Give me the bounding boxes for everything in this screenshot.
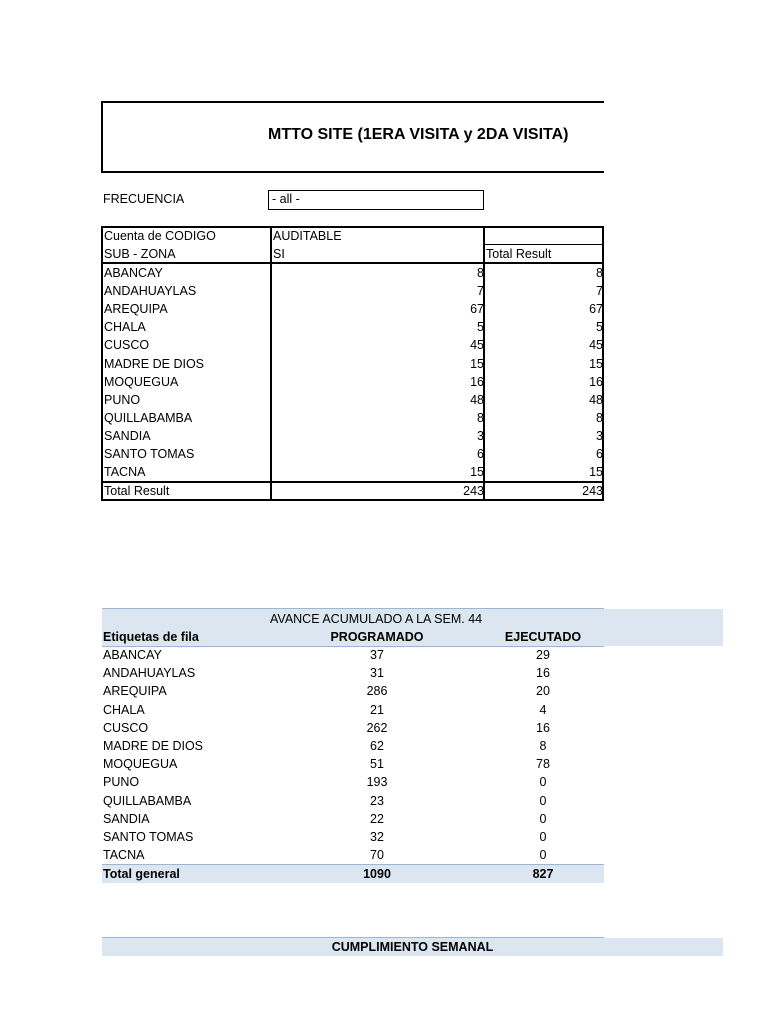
pivot-row-si: 5 — [477, 320, 484, 335]
avance-row-programado: 70 — [370, 848, 384, 863]
pivot-column-value: SI — [273, 247, 285, 261]
pivot-total-total: 243 — [582, 484, 603, 498]
avance-total-label: Total general — [103, 867, 180, 881]
avance-row-programado: 31 — [370, 666, 384, 681]
avance-row-zone: CUSCO — [103, 720, 149, 735]
avance-row-ejecutado: 29 — [536, 648, 550, 662]
pivot-row-total: 5 — [596, 320, 603, 335]
pivot-row-si: 48 — [470, 392, 484, 407]
pivot-row-si: 15 — [470, 465, 484, 480]
avance-row-ejecutado: 8 — [539, 739, 547, 753]
pivot-column-field: AUDITABLE — [273, 229, 342, 243]
pivot-row-si: 67 — [470, 302, 484, 317]
pivot-row-si: 7 — [477, 284, 484, 299]
avance-row-programado: 32 — [370, 830, 384, 844]
avance-row-ejecutado: 78 — [536, 757, 550, 772]
avance-row-zone: ANDAHUAYLAS — [103, 666, 196, 681]
avance-row-zone: MADRE DE DIOS — [103, 739, 204, 753]
avance-row-ejecutado: 0 — [539, 775, 547, 790]
avance-row-programado: 51 — [370, 757, 384, 772]
avance-row-zone: SANDIA — [103, 811, 150, 826]
pivot-row-total: 16 — [589, 374, 603, 389]
avance-row-ejecutado: 0 — [539, 811, 547, 826]
avance-row-ejecutado: 16 — [536, 720, 550, 735]
pivot-row-zone: ANDAHUAYLAS — [104, 284, 197, 299]
pivot-row-zone: PUNO — [104, 392, 141, 407]
avance-row-programado: 37 — [370, 648, 384, 662]
pivot-row-zone: SANDIA — [104, 428, 151, 443]
avance-row-programado: 23 — [370, 793, 384, 808]
pivot-row-total: 8 — [596, 266, 603, 280]
avance-row-ejecutado: 20 — [536, 684, 550, 699]
pivot-row-zone: MOQUEGUA — [104, 374, 179, 389]
avance-row-zone: QUILLABAMBA — [103, 793, 192, 808]
avance-row-ejecutado: 4 — [539, 702, 547, 717]
avance-row-ejecutado: 0 — [539, 848, 547, 863]
avance-row-programado: 193 — [366, 775, 388, 790]
avance-row-zone: SANTO TOMAS — [103, 830, 194, 844]
pivot-row-zone: CHALA — [104, 320, 146, 335]
avance-title: AVANCE ACUMULADO A LA SEM. 44 — [270, 612, 483, 626]
pivot-row-zone: MADRE DE DIOS — [104, 356, 205, 371]
avance-top-line — [102, 608, 604, 609]
pivot-row-total: 15 — [589, 465, 603, 480]
pivot-row-total: 8 — [596, 410, 603, 425]
pivot-row-total: 6 — [596, 447, 603, 461]
avance-total-ejecutado: 827 — [532, 867, 554, 881]
pivot-row-zone: AREQUIPA — [104, 302, 168, 317]
pivot-row-total: 48 — [589, 392, 603, 407]
pivot-count-label: Cuenta de CODIGO — [104, 229, 216, 243]
avance-ejecutado-header: EJECUTADO — [504, 630, 582, 644]
pivot-row-zone: QUILLABAMBA — [104, 410, 193, 425]
avance-total-programado: 1090 — [363, 867, 391, 881]
pivot-row-total: 15 — [589, 356, 603, 371]
avance-row-zone: TACNA — [103, 848, 145, 863]
pivot-row-total: 45 — [589, 338, 603, 353]
pivot-table-auditable — [101, 226, 604, 501]
pivot-total-col-label: Total Result — [486, 247, 552, 261]
pivot-row-zone: CUSCO — [104, 338, 150, 353]
avance-programado-header: PROGRAMADO — [330, 630, 424, 644]
avance-row-programado: 21 — [370, 702, 384, 717]
pivot-row-zone: TACNA — [104, 465, 146, 480]
pivot-row-si: 15 — [470, 356, 484, 371]
avance-row-programado: 262 — [366, 720, 388, 735]
avance-row-ejecutado: 0 — [539, 793, 547, 808]
avance-row-zone: CHALA — [103, 702, 145, 717]
pivot-row-si: 8 — [477, 266, 484, 280]
avance-row-ejecutado: 16 — [536, 666, 550, 681]
pivot-row-si: 6 — [477, 447, 484, 461]
pivot-row-si: 16 — [470, 374, 484, 389]
pivot-row-total: 67 — [589, 302, 603, 317]
avance-row-programado: 62 — [370, 739, 384, 753]
pivot-total-row-label: Total Result — [104, 484, 170, 498]
report-title: MTTO SITE (1ERA VISITA y 2DA VISITA) — [268, 126, 569, 143]
frecuencia-filter-dropdown[interactable]: - all - — [268, 190, 484, 210]
pivot-divider-col1 — [270, 228, 272, 499]
frecuencia-label: FRECUENCIA — [103, 192, 185, 206]
avance-row-programado: 286 — [366, 684, 388, 699]
pivot-row-si: 45 — [470, 338, 484, 353]
avance-row-zone: ABANCAY — [103, 648, 162, 662]
pivot-row-zone: ABANCAY — [104, 266, 163, 280]
cumplimiento-title: CUMPLIMIENTO SEMANAL — [331, 940, 494, 954]
avance-row-label-header: Etiquetas de fila — [103, 630, 199, 644]
pivot-row-total: 3 — [596, 428, 603, 443]
avance-row-ejecutado: 0 — [539, 830, 547, 844]
pivot-total-si: 243 — [463, 484, 484, 498]
pivot-row-si: 3 — [477, 428, 484, 443]
pivot-row-field: SUB - ZONA — [104, 247, 176, 261]
avance-row-zone: MOQUEGUA — [103, 757, 178, 772]
pivot-row-total: 7 — [596, 284, 603, 299]
pivot-row-zone: SANTO TOMAS — [104, 447, 195, 461]
avance-row-zone: PUNO — [103, 775, 140, 790]
avance-row-programado: 22 — [370, 811, 384, 826]
pivot-row-si: 8 — [477, 410, 484, 425]
avance-row-zone: AREQUIPA — [103, 684, 167, 699]
